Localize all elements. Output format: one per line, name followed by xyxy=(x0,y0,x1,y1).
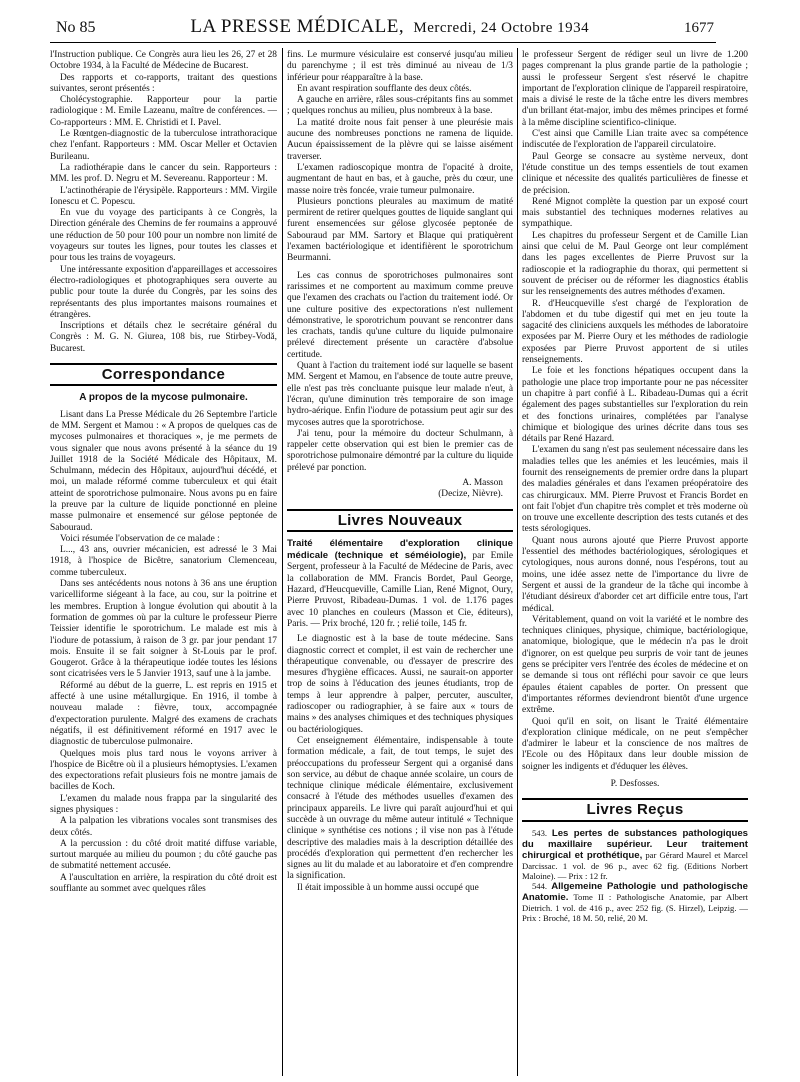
paragraph: A gauche en arrière, râles sous-crépitants fins au sommet ; quelques ronchus au milieu, plus nombreux à la base. xyxy=(287,95,513,117)
paragraph: R. d'Heucqueville s'est chargé de l'exploration de l'abdomen et du tube digestif qui met en jeu toute la sagacité des cliniciens auxquels les méthodes de laboratoire exposées par M. Pierre Oury et les méthodes de radiologie exposées par Pierre Pruvost apportent de si utiles renseignements. xyxy=(522,298,748,366)
paragraph: Le Rœntgen-diagnostic de la tuberculose intrathoracique chez l'enfant. Rapporteurs : MM. Oscar Meller et Octavien Burileanu. xyxy=(50,129,277,162)
paragraph: L'examen du sang n'est pas seulement nécessaire dans les maladies telles que les anémies et les leucémies, mais il fournit des renseignements de premier ordre dans la plupart des maladies générales et dans l'examen préopératoire des cas chirurgicaux. MM. Pierre Pruvost et Francis Bordet en ont fait l'objet d'un chapitre très complet et très moderne où on trouve une excellente description des tests cutanés et des tests sérologiques. xyxy=(522,445,748,535)
section-heading-livres-recus: Livres Reçus xyxy=(522,798,748,821)
paragraph: Voici résumée l'observation de ce malade : xyxy=(60,533,220,544)
paragraph: A l'auscultation en arrière, la respiration du côté droit est soufflante au sommet avec quelques râles xyxy=(50,872,277,895)
paragraph: Les cas connus de sporotrichoses pulmonaires sont rarissimes et ne comportent au maximum comme preuve que l'examen des crachats ou l'action du traitement iodé. Or une culture positive des expectorations n'est nullement démonstrative, le sporotrichum pouvant se rencontrer dans les crachats, tandis qu'une culture du liquide pulmonaire prélevé directement présente un caractère d'absolue certitude. xyxy=(287,270,513,360)
section-heading-livres-nouveaux: Livres Nouveaux xyxy=(287,509,513,532)
paragraph: En avant respiration soufflante des deux côtés. xyxy=(297,83,472,94)
paragraph: Inscriptions et détails chez le secrétaire général du Congrès : M. G. N. Giurea, 108 bis, rue Stirbey-Vodă, Bucarest. xyxy=(50,321,277,354)
paragraph: Il était impossible à un homme aussi occupé que xyxy=(297,882,479,893)
item-number: 544. xyxy=(532,880,548,891)
book-details: Tome II : Pathologische Anatomie, par Albert Dietrich. 1 vol. de 416 p., avec 252 fig. (S. Hirzel), Leipzig. — Prix : Broché, 18 M. 50, relié, 20 M. xyxy=(522,891,748,923)
book-title: Les pertes de substances pathologiques du maxillaire supérieur. Leur traitement chirurgical et prothétique, xyxy=(522,827,748,861)
paragraph: l'Instruction publique. Ce Congrès aura lieu les 26, 27 et 28 Octobre 1934, à la Faculté de Médecine de Bucarest. xyxy=(50,50,277,72)
column-divider xyxy=(517,48,518,1076)
paragraph: le professeur Sergent de rédiger seul un livre de 1.200 pages comprenant la plus grande partie de la pathologie ; aussi le professeur Sergent s'est réservé le chapitre important de l'exploration clinique de l'appareil respiratoire, mais a divisé le reste de la tâche entre les divers membres d'un brillant état-major, imbu des mêmes principes et formé à la même discipline scientifico-clinique. xyxy=(522,50,748,128)
issue-date: Mercredi, 24 Octobre 1934 xyxy=(413,20,590,36)
paragraph: L'examen du malade nous frappa par la singularité des signes physiques : xyxy=(50,793,277,815)
paragraph: Une intéressante exposition d'appareillages et accessoires électro-radiologiques et photographiques sera ouverte au public pour toute la durée du Congrès, par les soins des représentants des plus importantes maisons roumaines et étrangères. xyxy=(50,264,277,320)
paragraph: C'est ainsi que Camille Lian traite avec sa compétence indiscutée de l'exploration de l'appareil circulatoire. xyxy=(522,129,748,151)
paragraph: Véritablement, quand on voit la variété et le nombre des techniques cliniques, physique, chimique, bactériologique, anatomique, biologique, que le médecin n'a pas le droit d'ignorer, on est quelque peu surpris de voir tant de jeunes gens se précipiter vers l'entrée des écoles de médecine et on se demande si tous ont réfléchi pour savoir ce que leurs épaules étaient capables de porter. On pressent que d'importantes réformes deviendront bientôt d'une urgence extrême. xyxy=(522,614,748,716)
paragraph: Quelques mois plus tard nous le voyons arriver à l'hospice de Bicêtre où il a plusieurs hémoptysies. L'examen des expectorations refait plusieurs fois ne montre jamais de bacilles de Koch. xyxy=(50,748,277,793)
paragraph: fins. Le murmure vésiculaire est conservé jusqu'au milieu du parenchyme ; il est très diminué au niveau de 1/3 inférieur pour réapparaître à la base. xyxy=(287,50,513,83)
paragraph: Quant à l'action du traitement iodé sur laquelle se basent MM. Sergent et Mamou, en l'absence de toute autre preuve, elle n'est pas très concluante puisque leur malade n'eut, à l'écran, qu'une diminution très temporaire de son image hydro-aérique. Enfin l'iodure de potassium peut agir sur des mycoses autres que la sporotrichose. xyxy=(287,361,513,428)
book-details: par Emile Sergent, professeur à la Faculté de Médecine de Paris, avec la collaboration de MM. Francis Bordet, Paul George, Hazard, d'Heucqueville, Camille Lian, René Mignot, Oury, Pierre Pruvost, Ribadeau-Dumas. 1 vol. de 1.176 pages avec 10 planches en couleurs (Masson et Cie, éditeurs), Paris. — Prix broché, 120 fr. ; relié toile, 145 fr. xyxy=(287,551,513,629)
paragraph: Quoi qu'il en soit, on lisant le Traité élémentaire d'exploration clinique médicale, on ne peut s'empêcher d'admirer le labeur et la conscience de nos maîtres de l'Ecole ou des Hôpitaux dans leur double mission de soigner les indigents et d'éduquer les élèves. xyxy=(522,716,748,772)
issue-number: No 85 xyxy=(56,19,96,36)
column-left xyxy=(50,50,277,1080)
paragraph: Réformé au début de la guerre, L. est repris en 1915 et affecté à une usine métallurgique. En 1916, il tombe à nouveau malade : fièvre, toux, accompagnée d'expectoration purulente. Malgré des examens de crachats négatifs, il est définitivement réformé en 1917 avec le diagnostic de tuberculose pulmonaire. xyxy=(50,680,277,748)
paragraph: Les chapitres du professeur Sergent et de Camille Lian ainsi que celui de M. Paul George ont leur complément dans les pages excellentes de Pierre Pruvost sur la radioscopie et la radiographie du thorax, qui permettent si souvent de préciser ou de réformer les diagnostics établis sur les renseignements des autres méthodes d'examen. xyxy=(522,230,748,298)
journal-title-line xyxy=(190,16,589,38)
paragraph: J'ai tenu, pour la mémoire du docteur Schulmann, à rappeler cette observation qui est bien le premier cas de sporotrichose pulmonaire démontré par la culture du liquide prélevé par ponction. xyxy=(287,428,513,473)
book-title: Allgemeine Pathologie und pathologische Anatomie. xyxy=(522,880,748,903)
column-right xyxy=(522,50,748,1080)
page-number: 1677 xyxy=(684,20,714,36)
paragraph: A la palpation les vibrations vocales sont transmises des deux côtés. xyxy=(50,816,277,838)
paragraph: Lisant dans La Presse Médicale du 26 Septembre l'article de MM. Sergent et Mamou : « A propos de quelques cas de mycoses pulmonaires et thoraciques », je me permets de vous signaler que nous avons présenté à la séance du 19 Juillet 1918 de la Société Médicale des Hôpitaux, M. Schulmann, médecin des Hôpitaux, aujourd'hui décédé, et moi, un malade réformé comme tuberculeux et qui était atteint de sporotrichose pulmonaire. Nous avons pu en faire la preuve par la culture de liquide ponctionné en pleine masse pulmonaire et ensemencé sur gélose peptonée de Sabouraud. xyxy=(50,409,277,533)
paragraph: En vue du voyage des participants à ce Congrès, la Direction générale des Chemins de fer roumains a approuvé une réduction de 50 pour 100 pour un nombre non limité de voyageurs sur toutes les lignes, pour toutes les classes et pour tous les trains de voyageurs. xyxy=(50,208,277,264)
review-signature: P. Desfosses. xyxy=(610,779,660,789)
section-heading-correspondance: Correspondance xyxy=(50,363,277,386)
paragraph: La matité droite nous fait penser à une pleurésie mais aucune des nombreuses ponctions ne ramena de liquide. Aucun épaississement de la plèvre qui se laisse aisément traverser. xyxy=(287,117,513,162)
letter-signature-place: (Decize, Nièvre). xyxy=(438,489,503,500)
paragraph: L'actinothérapie de l'érysipèle. Rapporteurs : MM. Virgile Ionescu et C. Popescu. xyxy=(50,185,277,207)
paragraph: Cholécystographie. Rapporteur pour la partie radiologique : M. Emile Lazeanu, maître de conférences. — Co-rapporteurs : MM. E. Christidi et I. Pavel. xyxy=(50,95,277,128)
header-rule xyxy=(50,42,716,43)
article-subheading: A propos de la mycose pulmonaire. xyxy=(79,392,248,404)
paragraph: La radiothérapie dans le cancer du sein. Rapporteurs : MM. les prof. D. Negru et M. Severeanu. Rapporteur : M. xyxy=(50,162,277,185)
column-middle xyxy=(287,50,513,1080)
paragraph: L..., 43 ans, ouvrier mécanicien, est adressé le 3 Mai 1918, à l'hospice de Bicêtre, sanatorium Clemenceau, comme tuberculeux. xyxy=(50,545,277,578)
paragraph: Le diagnostic est à la base de toute médecine. Sans diagnostic correct et complet, il est vain de rechercher une thérapeutique convenable, ou d'essayer de prescrire des mesures d'hygiène efficaces. Aussi, ne saurait-on apporter trop de soins à l'éducation des jeunes étudiants, trop de temps à leur apprendre à palper, percuter, ausculter, radioscoper ou radiographier, à se faire aux « tours de mains » des analyses chimiques et des techniques physiques ou bactériologiques. xyxy=(287,634,513,735)
paragraph: Cet enseignement élémentaire, indispensable à toute formation médicale, a fait, de tout temps, le sujet des préoccupations du professeur Sergent qui a organisé dans son service, au début de chaque année scolaire, un cours de technique clinique médicale élémentaire, exclusivement consacré à l'étude des méthodes usuelles d'examen des principaux appareils. Le livre qui paraît aujourd'hui et qui succède à un ouvrage du même auteur intitulé « Technique clinique » synthétise ces notions ; il vise non pas à l'étude descriptive des maladies mais à la description détaillée des procédés d'exploration qui permettent d'en rechercher les signes au lit du malade et au laboratoire et d'en comprendre la signification. xyxy=(287,735,513,882)
paragraph: A la percussion : du côté droit matité diffuse variable, surtout marquée au milieu du poumon ; du côté gauche pas de submatité nettement accusée. xyxy=(50,838,277,872)
book-details: par Gérard Maurel et Marcel Darcissac. 1 vol. de 96 p., avec 62 fig. (Editions Norbert Maloine). — Prix : 12 fr. xyxy=(522,849,748,881)
journal-name: LA PRESSE MÉDICALE, xyxy=(190,16,405,37)
letter-signature: A. Masson xyxy=(462,477,503,488)
page-header xyxy=(56,16,714,42)
paragraph: Le foie et les fonctions hépatiques occupent dans la pathologie une place trop importante pour ne pas nécessiter un chapitre à part confié à L. Ribadeau-Dumas qui a écrit également des pages substantielles sur l'exploration du rein et des fonctions urinaires, complétées par l'analyse chimique et biologique des urines décrite dans tous ses détails par René Hazard. xyxy=(522,366,748,445)
paragraph: Dans ses antécédents nous notons à 36 ans une éruption varicelliforme siégeant à la face, au cou, sur la poitrine et les membres. Eruption à longue évolution qui aboutit à la formation de gommes où par la culture le professeur Pierre Teissier identifie le sporotrichum. Le malade est mis à l'iodure de potassium, à raison de 3 gr. par jour pendant 17 mois. Ensuite il se fait soigner à St-Louis par le prof. Gougerot. Grâce à la thérapeutique iodée toutes les lésions sont cicatrisées vers le 5 Janvier 1913, sauf une à la jambe. xyxy=(50,579,277,680)
list-item xyxy=(522,881,748,923)
paragraph: Paul George se consacre au système nerveux, dont l'étude constitue un des temps essentiels de tout examen clinique et nécessite des qualités particulières de finesse et de précision. xyxy=(522,151,748,196)
paragraph: Quant nous aurons ajouté que Pierre Pruvost apporte l'essentiel des méthodes bactériologiques, sérologiques et cytologiques, nous aurons donné, nous l'espérons, tout au moins, une idée assez nette de l'importance du livre de Sergent et aussi de la grandeur de la tâche qui incombe à l'étudiant désireux d'aborder cet art difficile entre tous, l'art médical. xyxy=(522,535,748,614)
book-title: Traité élémentaire d'exploration clinique médicale (technique et séméiologie), xyxy=(287,537,513,562)
list-item xyxy=(522,828,748,881)
column-divider xyxy=(282,48,283,1076)
paragraph: Plusieurs ponctions pleurales au maximum de matité permirent de retirer quelques gouttes de liquide sanglant qui furent ensemencées sur gélose glycosée peptonée de Sabouraud par MM. Sartory et Blaque qui pratiquèrent l'examen bactériologique et identifièrent le sporotrichum Beurmanni. xyxy=(287,196,513,264)
item-number: 543. xyxy=(532,827,548,838)
paragraph: René Mignot complète la question par un exposé court mais substantiel des techniques modernes relatives au sympathique. xyxy=(522,196,748,230)
paragraph: L'examen radioscopique montra de l'opacité à droite, augmentant de haut en bas, et à gauche, près du cœur, une masse noire très foncée, vraie tumeur pulmonaire. xyxy=(287,162,513,196)
paragraph: Des rapports et co-rapports, traitant des questions suivantes, seront présentés : xyxy=(50,72,277,94)
